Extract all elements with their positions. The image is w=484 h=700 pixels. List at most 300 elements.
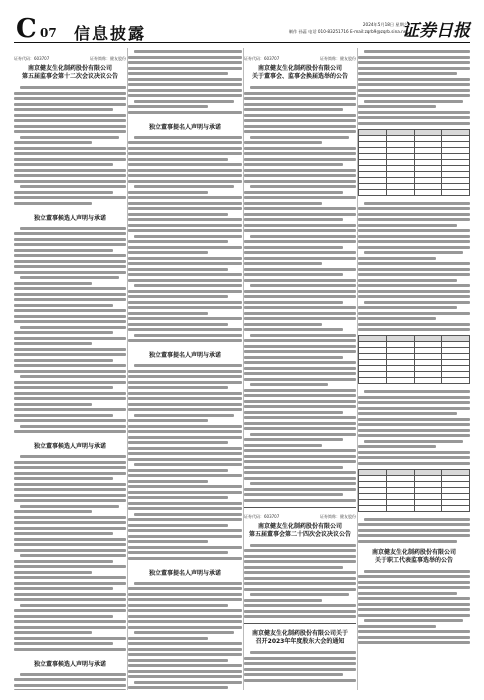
text-line: [250, 136, 349, 139]
text-line: [358, 218, 470, 221]
text-line: [244, 240, 356, 243]
text-line: [128, 664, 242, 667]
text-line: [244, 312, 356, 315]
page-number: 07: [40, 26, 57, 40]
text-line: [358, 116, 470, 119]
text-line: [14, 538, 126, 541]
text-line: [358, 61, 470, 64]
text-line: [14, 527, 126, 530]
body-text-block: [128, 136, 242, 343]
text-line: [134, 235, 242, 238]
text-line: [20, 375, 126, 378]
text-line: [244, 571, 356, 574]
body-text-block: [14, 455, 126, 651]
text-line: [244, 103, 356, 106]
text-line: [14, 587, 113, 590]
text-line: [364, 50, 470, 53]
text-line: [128, 328, 242, 331]
text-line: [14, 249, 113, 252]
text-line: [14, 549, 126, 552]
text-line: [14, 516, 126, 519]
text-line: [244, 615, 356, 618]
text-line: [250, 86, 356, 89]
text-line: [244, 301, 343, 304]
text-line: [134, 414, 234, 417]
text-line: [14, 678, 126, 681]
text-line: [14, 119, 126, 122]
text-line: [244, 488, 356, 491]
data-table: [358, 129, 470, 196]
text-line: [128, 598, 242, 601]
table-cell: [414, 378, 442, 384]
body-text-block: [358, 518, 470, 543]
text-line: [14, 130, 126, 133]
text-line: [244, 279, 356, 282]
text-line: [128, 312, 208, 315]
text-line: [358, 625, 436, 628]
text-line: [244, 610, 356, 613]
text-line: [128, 469, 228, 472]
text-line: [14, 631, 92, 634]
text-line: [244, 566, 343, 569]
text-line: [358, 641, 470, 644]
body-text-block: [128, 364, 242, 560]
text-line: [134, 100, 234, 103]
text-line: [244, 174, 356, 177]
text-line: [244, 345, 356, 348]
text-line: [244, 460, 356, 463]
text-line: [244, 290, 356, 293]
text-line: [128, 491, 242, 494]
text-line: [364, 301, 470, 304]
text-line: [128, 609, 242, 612]
body-text-block: [128, 582, 242, 691]
text-line: [244, 367, 356, 370]
text-line: [128, 262, 242, 265]
text-line: [14, 510, 92, 513]
text-line: [244, 251, 356, 254]
text-line: [364, 202, 470, 205]
text-line: [14, 414, 113, 417]
text-line: [14, 92, 126, 95]
text-line: [358, 72, 457, 75]
text-line: [128, 83, 242, 86]
text-line: [244, 317, 356, 320]
text-line: [244, 125, 356, 128]
table-cell: [414, 189, 442, 195]
text-line: [14, 103, 126, 106]
text-line: [358, 284, 470, 287]
text-line: [128, 535, 242, 538]
text-line: [14, 626, 126, 629]
text-line: [244, 416, 356, 419]
text-line: [358, 534, 470, 537]
text-line: [358, 328, 470, 331]
text-line: [128, 518, 242, 521]
notice-title: 召开2023年年度股东大会的通知: [255, 638, 345, 645]
text-line: [364, 100, 463, 103]
text-line: [244, 350, 356, 353]
body-text-block: [14, 86, 126, 205]
table-cell: [386, 378, 414, 384]
text-line: [14, 381, 126, 384]
text-line: [128, 392, 242, 395]
text-line: [358, 540, 457, 543]
text-line: [358, 295, 470, 298]
text-line: [358, 462, 470, 465]
text-line: [244, 273, 343, 276]
text-line: [20, 554, 126, 557]
notice-heading: [244, 56, 356, 81]
text-line: [128, 675, 242, 678]
text-line: [14, 174, 126, 177]
text-line: [244, 108, 343, 111]
notice-heading: [244, 514, 356, 539]
text-line: [128, 246, 242, 249]
text-line: [128, 152, 242, 155]
text-line: [358, 323, 470, 326]
text-line: [128, 268, 228, 271]
text-line: [14, 232, 126, 235]
text-line: [14, 419, 126, 422]
text-line: [134, 513, 242, 516]
date-line: 2024年5月18日 星期六: [362, 22, 408, 27]
section-title: 信息披露: [74, 24, 147, 43]
text-line: [134, 50, 242, 53]
text-line: [20, 136, 119, 139]
text-line: [128, 273, 242, 276]
text-line: [364, 570, 470, 573]
text-line: [20, 425, 126, 428]
text-line: [244, 152, 356, 155]
section-subhead: 独立董事候选人声明与承诺: [33, 443, 106, 450]
text-line: [244, 673, 343, 676]
text-line: [364, 619, 463, 622]
text-line: [244, 141, 322, 144]
text-line: [128, 323, 228, 326]
text-line: [128, 447, 242, 450]
text-line: [14, 408, 126, 411]
text-line: [128, 507, 242, 510]
text-line: [358, 581, 470, 584]
text-line: [14, 477, 113, 480]
section-subhead: 独立董事提名人声明与承诺: [148, 123, 221, 131]
text-line: [134, 364, 242, 367]
text-line: [14, 163, 113, 166]
text-line: [14, 114, 126, 117]
text-line: [244, 306, 356, 309]
text-line: [128, 485, 242, 488]
text-line: [358, 312, 470, 315]
text-line: [134, 681, 242, 684]
text-line: [128, 111, 242, 114]
text-line: [128, 615, 242, 618]
text-line: [358, 229, 470, 232]
text-line: [244, 224, 356, 227]
text-line: [364, 518, 470, 521]
text-line: [358, 412, 457, 415]
text-line: [358, 67, 470, 70]
text-line: [128, 375, 242, 378]
notice-title: 关于董事会、监事会换届选举的公告: [251, 73, 348, 80]
text-line: [128, 169, 242, 172]
text-line: [128, 529, 242, 532]
text-line: [14, 353, 126, 356]
text-line: [128, 196, 242, 199]
text-line: [14, 397, 126, 400]
stock-code: 证券代码：603707: [244, 513, 280, 519]
text-line: [14, 521, 126, 524]
text-line: [358, 445, 436, 448]
text-line: [14, 238, 126, 241]
text-line: [128, 224, 242, 227]
text-line: [14, 494, 126, 497]
text-line: [244, 438, 343, 441]
text-line: [128, 670, 242, 673]
text-line: [358, 614, 470, 617]
text-line: [128, 496, 228, 499]
text-line: [244, 213, 356, 216]
text-line: [128, 301, 242, 304]
text-line: [358, 586, 470, 589]
text-line: [14, 461, 126, 464]
text-line: [134, 334, 242, 337]
text-line: [128, 419, 208, 422]
text-line: [128, 295, 228, 298]
text-line: [128, 89, 242, 92]
contact-line: 制作 孙蕊 电话 010-83251716 E-mail:zqrb9@zqrb.sina.net: [288, 29, 408, 34]
text-line: [14, 615, 113, 618]
text-line: [244, 604, 356, 607]
company-name: 南京健友生化制药股份有限公司: [371, 548, 456, 556]
text-line: [128, 163, 242, 166]
text-line: [128, 458, 242, 461]
divider: [244, 623, 356, 624]
divider: [244, 507, 356, 508]
body-text-block: [358, 570, 470, 645]
text-line: [244, 158, 356, 161]
text-line: [14, 466, 126, 469]
text-line: [14, 565, 126, 568]
notice-title: 关于职工代表监事选举的公告: [374, 556, 453, 564]
text-line: [244, 493, 343, 496]
body-text-block: [358, 202, 470, 332]
text-line: [358, 122, 470, 125]
text-line: [244, 218, 343, 221]
stock-code: 证券代码：603707: [244, 56, 280, 61]
text-line: [14, 304, 113, 307]
text-line: [244, 92, 356, 95]
text-line: [14, 141, 92, 144]
text-line: [244, 202, 322, 205]
text-line: [244, 405, 356, 408]
text-line: [358, 451, 470, 454]
text-line: [244, 466, 343, 469]
text-line: [358, 401, 470, 404]
text-line: [358, 268, 470, 271]
text-line: [244, 444, 322, 447]
text-line: [128, 257, 242, 260]
text-line: [14, 315, 126, 318]
text-line: [128, 620, 242, 623]
text-line: [358, 603, 470, 606]
text-line: [250, 383, 328, 386]
text-line: [358, 273, 470, 276]
text-line: [244, 477, 356, 480]
text-line: [14, 320, 126, 323]
text-line: [250, 433, 356, 436]
company-name: 南京健友生化制药股份有限公司: [27, 65, 112, 72]
text-line: [14, 593, 126, 596]
text-line: [358, 213, 470, 216]
text-line: [244, 180, 356, 183]
text-line: [244, 114, 356, 117]
text-line: [244, 196, 356, 199]
text-line: [128, 653, 242, 656]
table-cell: [359, 378, 387, 384]
text-line: [128, 430, 242, 433]
text-line: [358, 592, 457, 595]
text-line: [128, 540, 208, 543]
text-line: [134, 582, 242, 585]
text-line: [14, 158, 126, 161]
notice-title: 第五届监事会第十二次会议决议公告: [21, 73, 118, 80]
text-line: [20, 86, 126, 89]
text-line: [14, 282, 92, 285]
text-line: [244, 323, 322, 326]
text-line: [358, 207, 470, 210]
text-line: [14, 191, 113, 194]
text-line: [244, 147, 356, 150]
text-line: [128, 604, 228, 607]
body-text-block: [14, 227, 126, 434]
text-line: [244, 130, 356, 133]
text-line: [14, 582, 126, 585]
text-line: [244, 679, 356, 682]
text-line: [14, 576, 126, 579]
text-line: [134, 284, 242, 287]
table-cell: [386, 189, 414, 195]
text-line: [14, 532, 113, 535]
text-line: [358, 240, 470, 243]
text-line: [20, 326, 126, 329]
text-line: [20, 604, 126, 607]
text-line: [20, 505, 119, 508]
text-line: [358, 636, 470, 639]
text-line: [244, 582, 356, 585]
text-line: [358, 105, 436, 108]
text-line: [14, 609, 126, 612]
text-line: [128, 502, 242, 505]
text-line: [358, 94, 470, 97]
text-line: [244, 207, 356, 210]
column-4: [358, 50, 470, 690]
text-line: [14, 254, 126, 257]
text-line: [244, 97, 356, 100]
text-line: [358, 456, 470, 459]
text-line: [128, 587, 242, 590]
text-line: [244, 262, 322, 265]
text-line: [244, 361, 356, 364]
text-line: [250, 284, 356, 287]
table-cell: [359, 189, 387, 195]
text-line: [14, 147, 126, 150]
stock-code: 证券代码：603707: [14, 56, 50, 61]
text-line: [14, 637, 126, 640]
text-line: [128, 408, 242, 411]
text-line: [244, 268, 356, 271]
text-line: [244, 427, 356, 430]
text-line: [14, 370, 126, 373]
body-text-block: [244, 86, 356, 502]
text-line: [128, 642, 242, 645]
text-line: [358, 56, 470, 59]
text-line: [128, 648, 242, 651]
text-line: [14, 571, 92, 574]
text-line: [14, 97, 126, 100]
table-cell: [442, 505, 470, 511]
body-text-block: [244, 544, 356, 619]
text-line: [128, 686, 228, 689]
text-line: [128, 659, 228, 662]
table-row: [359, 505, 470, 511]
text-line: [134, 185, 234, 188]
text-line: [14, 386, 113, 389]
company-name: 南京健友生化制药股份有限公司关于: [251, 630, 348, 637]
text-line: [358, 529, 470, 532]
text-line: [20, 185, 126, 188]
text-line: [244, 257, 356, 260]
text-line: [14, 169, 126, 172]
text-line: [358, 262, 470, 265]
body-text-block: [358, 50, 470, 125]
text-line: [20, 673, 126, 676]
text-line: [128, 61, 242, 64]
text-line: [358, 224, 457, 227]
table-cell: [414, 505, 442, 511]
text-line: [358, 246, 470, 249]
text-line: [20, 276, 119, 279]
text-line: [14, 309, 126, 312]
text-line: [250, 544, 356, 547]
text-line: [128, 202, 242, 205]
body-text-block: [358, 390, 470, 465]
text-line: [358, 83, 470, 86]
text-line: [14, 152, 126, 155]
text-line: [14, 260, 126, 263]
table-cell: [442, 378, 470, 384]
text-line: [244, 394, 356, 397]
text-line: [128, 174, 242, 177]
text-line: [128, 452, 242, 455]
text-line: [244, 588, 356, 591]
text-line: [244, 389, 356, 392]
text-line: [250, 235, 356, 238]
text-line: [358, 423, 470, 426]
section-subhead: 独立董事候选人声明与承诺: [33, 660, 106, 668]
text-line: [364, 440, 463, 443]
text-line: [250, 651, 356, 654]
section-subhead: 独立董事提名人声明与承诺: [148, 352, 221, 359]
text-line: [358, 306, 457, 309]
text-line: [358, 290, 470, 293]
stock-name: 证券简称：健友股份: [90, 56, 126, 61]
text-line: [244, 411, 343, 414]
text-line: [128, 441, 228, 444]
text-line: [250, 482, 356, 485]
text-line: [358, 429, 470, 432]
text-line: [128, 386, 228, 389]
